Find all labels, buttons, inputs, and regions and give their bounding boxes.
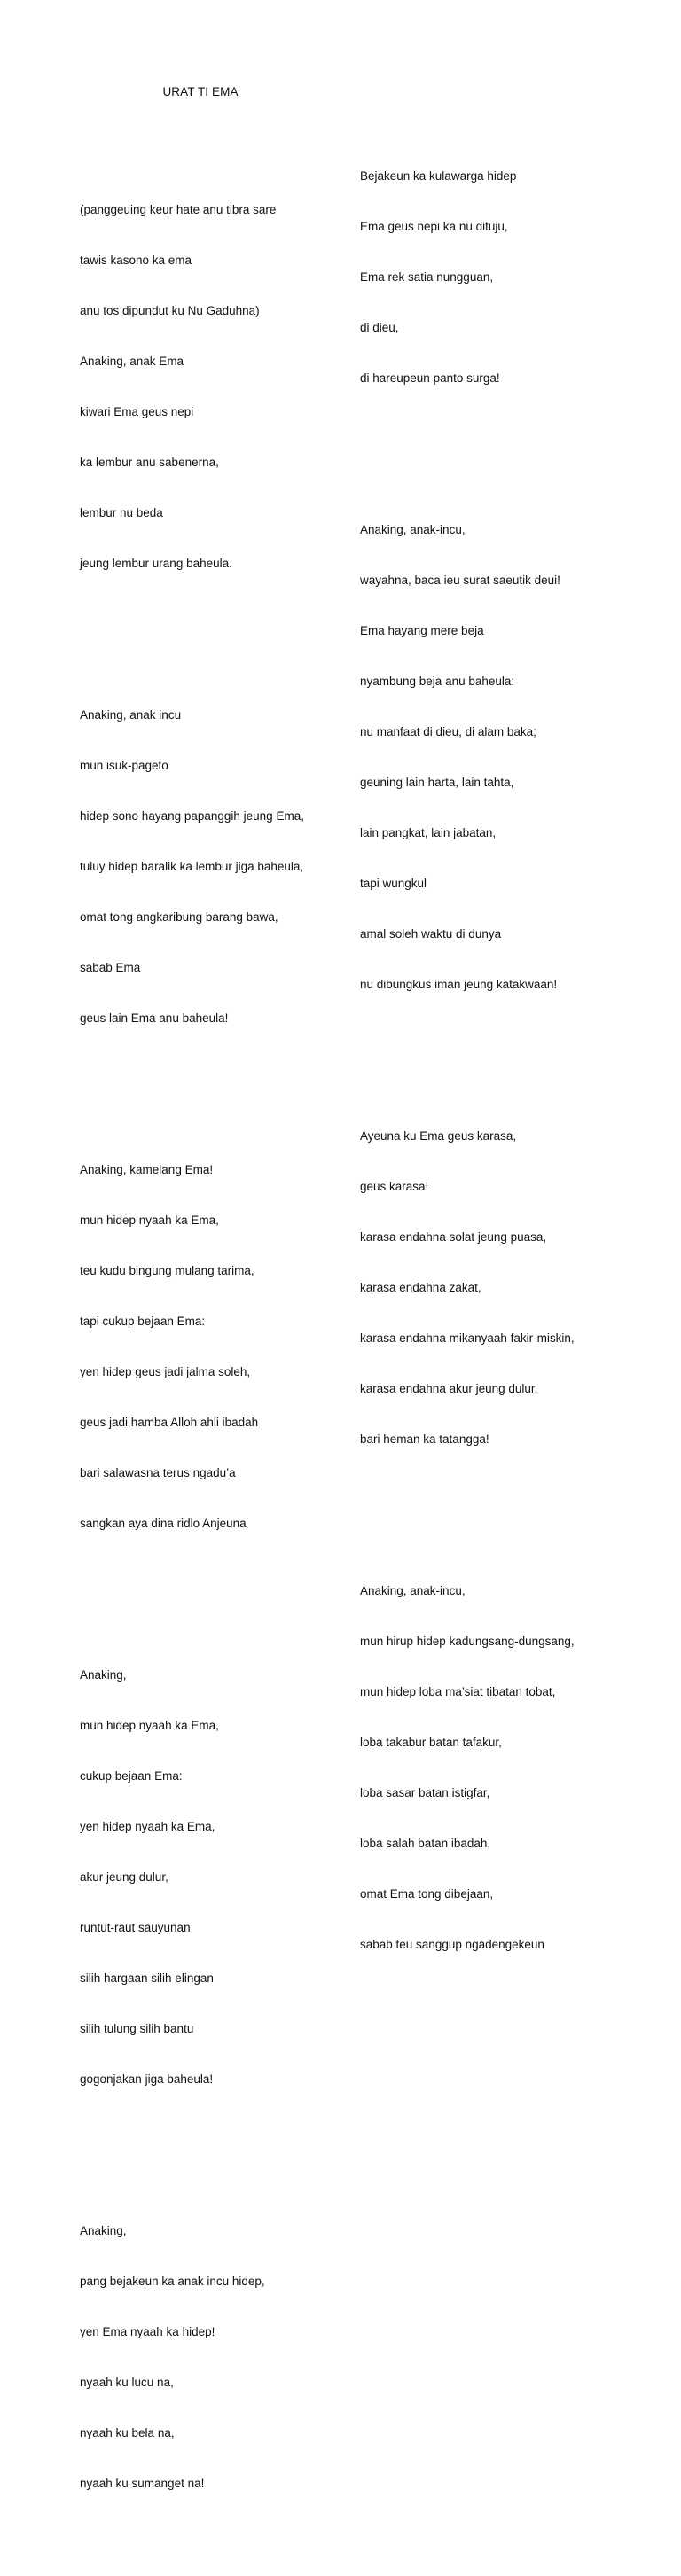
poem-line: nu dibungkus iman jeung katakwaan! (360, 978, 558, 991)
poem-line: akur jeung dulur, (80, 1870, 168, 1884)
poem-line: karasa endahna akur jeung dulur, (360, 1382, 538, 1395)
poem-line: Anaking, anak incu (80, 708, 182, 722)
poem-line: geuning lain harta, lain tahta, (360, 776, 514, 789)
poem-line: di hareupeun panto surga! (360, 371, 500, 385)
stanza (80, 168, 304, 605)
poem-line: yen hidep geus jadi jalma soleh, (80, 1365, 251, 1378)
poem-line: Anaking, anak-incu, (360, 523, 466, 536)
poem-line: loba takabur batan tafakur, (360, 1736, 502, 1749)
stanza (80, 1633, 304, 2121)
poem-line: kiwari Ema geus nepi (80, 405, 194, 418)
poem-line: geus jadi hamba Alloh ahli ibadah (80, 1416, 259, 1429)
poem-line: yen hidep nyaah ka Ema, (80, 1820, 215, 1833)
poem-line: nyaah ku bela na, (80, 2426, 175, 2439)
left-column (80, 117, 304, 2576)
poem-line: nyaah ku sumanget na! (80, 2477, 205, 2490)
poem-line: Anaking, anak Ema (80, 355, 184, 368)
poem-line: mun isuk-pageto (80, 759, 168, 772)
poem-line: cukup bejaan Ema: (80, 1769, 183, 1783)
poem-line: karasa endahna mikanyaah fakir-miskin, (360, 1331, 575, 1345)
poem-line: tapi wungkul (360, 877, 427, 890)
poem-line: sangkan aya dina ridlo Anjeuna (80, 1517, 247, 1530)
poem-line: omat tong angkaribung barang bawa, (80, 910, 278, 924)
poem-line: loba sasar batan istigfar, (360, 1786, 490, 1799)
poem-line: lembur nu beda (80, 506, 163, 519)
poem-line: lain pangkat, lain jabatan, (360, 826, 497, 839)
poem-line: Anaking, (80, 1668, 127, 1682)
poem-line: sabab Ema (80, 961, 141, 974)
poem-line: silih tulung silih bantu (80, 2022, 194, 2035)
stanza (80, 2189, 304, 2525)
poem-line: wayahna, baca ieu surat saeutik deui! (360, 574, 560, 587)
poem-line: geus karasa! (360, 1180, 429, 1193)
poem-line: Ema hayang mere beja (360, 624, 484, 637)
stanza (80, 673, 304, 1060)
poem-line: silih hargaan silih elingan (80, 1971, 214, 1985)
poem-line: nyambung beja anu baheula: (360, 675, 515, 688)
stanza (80, 1128, 304, 1565)
poem-line: Bejakeun ka kulawarga hidep (360, 169, 517, 183)
poem-line: tapi cukup bejaan Ema: (80, 1315, 206, 1328)
poem-line: jeung lembur urang baheula. (80, 557, 232, 570)
stanza (360, 1549, 575, 1987)
poem-line: yen Ema nyaah ka hidep! (80, 2325, 215, 2338)
poem-line: bari heman ka tatangga! (360, 1432, 489, 1446)
poem-line: Ema rek satia nungguan, (360, 270, 494, 284)
poem-line: Anaking, anak-incu, (360, 1584, 466, 1597)
poem-line: nyaah ku lucu na, (80, 2376, 174, 2389)
poem-line: mun hirup hidep kadungsang-dungsang, (360, 1635, 575, 1648)
poem-line: karasa endahna zakat, (360, 1281, 481, 1294)
poem-line: ka lembur anu sabenerna, (80, 456, 219, 469)
poem-line: Anaking, (80, 2224, 127, 2237)
poem-line: Ema geus nepi ka nu dituju, (360, 220, 508, 233)
poem-line: tawis kasono ka ema (80, 254, 192, 267)
poem-line: nu manfaat di dieu, di alam baka; (360, 725, 536, 738)
poem-title: URAT TI EMA (162, 85, 239, 98)
poem-line: Anaking, kamelang Ema! (80, 1163, 214, 1176)
stanza (360, 1094, 575, 1481)
poem-line: gogonjakan jiga baheula! (80, 2073, 214, 2086)
right-column (360, 83, 575, 2037)
poem-line: Ayeuna ku Ema geus karasa, (360, 1129, 517, 1143)
poem-line: runtut-raut sauyunan (80, 1921, 191, 1934)
poem-line: mun hidep loba ma’siat tibatan tobat, (360, 1685, 556, 1698)
poem-line: teu kudu bingung mulang tarima, (80, 1264, 254, 1277)
stanza (360, 134, 575, 420)
poem-line: anu tos dipundut ku Nu Gaduhna) (80, 304, 260, 317)
poem-line: mun hidep nyaah ka Ema, (80, 1214, 219, 1227)
poem-line: pang bejakeun ka anak incu hidep, (80, 2275, 265, 2288)
poem-line: hidep sono hayang papanggih jeung Ema, (80, 809, 304, 823)
poem-line: loba salah batan ibadah, (360, 1837, 491, 1850)
poem-line: mun hidep nyaah ka Ema, (80, 1719, 219, 1732)
poem-line: omat Ema tong dibejaan, (360, 1887, 494, 1901)
poem-line: amal soleh waktu di dunya (360, 927, 502, 941)
stanza (360, 488, 575, 1026)
poem-line: geus lain Ema anu baheula! (80, 1011, 229, 1025)
poem-line: sabab teu sanggup ngadengekeun (360, 1938, 544, 1951)
poem-line: bari salawasna terus ngadu’a (80, 1466, 236, 1479)
poem-line: karasa endahna solat jeung puasa, (360, 1230, 547, 1244)
poem-line: di dieu, (360, 321, 399, 334)
poem-line: (panggeuing keur hate anu tibra sare (80, 203, 277, 216)
poem-line: tuluy hidep baralik ka lembur jiga baheula, (80, 860, 304, 873)
